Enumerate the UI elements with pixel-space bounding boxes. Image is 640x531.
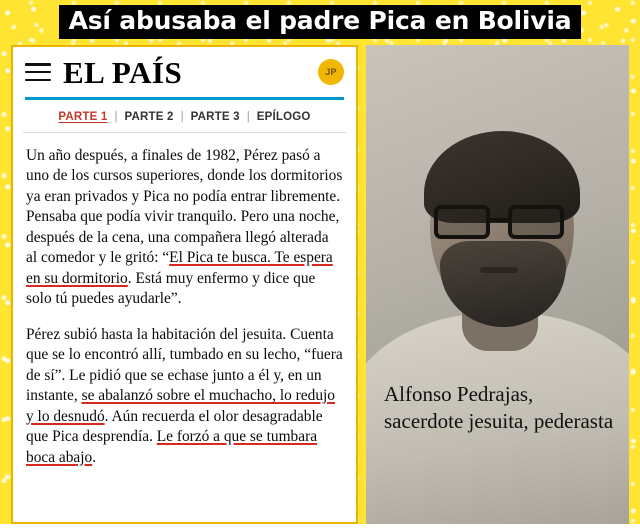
portrait-photo-panel <box>366 45 629 524</box>
paragraph-2-highlight-1: se abalanzó sobre el muchacho, lo redujo y lo desnudó <box>26 387 335 425</box>
article-paragraph-1 <box>26 146 343 310</box>
nav-item-parte-3[interactable]: PARTE 3 <box>190 111 240 123</box>
photo-caption: Alfonso Pedrajas, sacerdote jesuita, pederasta <box>384 382 614 434</box>
chapter-nav <box>13 100 356 132</box>
el-pais-masthead: EL PAÍS <box>63 54 183 90</box>
paragraph-2-segment-5: . <box>92 448 97 466</box>
nav-item-epilogo[interactable]: EPÍLOGO <box>256 111 311 123</box>
hamburger-icon[interactable] <box>25 63 51 81</box>
glasses-icon <box>432 205 572 239</box>
paragraph-1-highlight-1: El Pica te busca. Te espera en su dormitorio <box>26 249 333 287</box>
paragraph-2-segment-1: Pérez subió hasta la habitación del jesuita. Cuenta que se lo encontró allí, tumbado en su lecho, “fuera de sí”. Le pidió que se echase junto a él y, en un instante, <box>26 325 343 405</box>
avatar[interactable]: JP <box>318 59 344 85</box>
nav-item-parte-1[interactable]: PARTE 1 <box>58 111 108 123</box>
portrait-photo <box>366 45 629 524</box>
paragraph-2-highlight-2: Le forzó a que se tumbara boca abajo <box>26 428 318 466</box>
nav-separator-3: | <box>246 111 250 123</box>
paragraph-2-segment-3: . Aún recuerda el olor desagradable que Pica desprendía. <box>26 407 323 446</box>
headline-text: Así abusaba el padre Pica en Bolivia <box>59 5 582 39</box>
nav-separator-2: | <box>180 111 184 123</box>
photo-subject-mouth <box>480 267 518 273</box>
paragraph-1-segment-1: Un año después, a finales de 1982, Pérez pasó a uno de los cursos superiores, donde los dormitorios ya eran privados y Pica no podía entrar libremente. Pensaba que podía vivir tranquilo. Pero una noche, después de la cena, una compañera llegó alterada al comedor y le gritó: “ <box>26 147 343 267</box>
glasses-left-lens <box>434 205 490 239</box>
article-paragraph-2 <box>26 325 343 468</box>
headline-banner <box>0 4 640 40</box>
glasses-right-lens <box>508 205 564 239</box>
bottom-white-strip <box>0 524 640 531</box>
article-card <box>11 45 358 524</box>
nav-item-parte-2[interactable]: PARTE 2 <box>124 111 174 123</box>
nav-separator-1: | <box>114 111 118 123</box>
paragraph-1-segment-3: . Está muy enfermo y dice que solo tú puedes ayudarle”. <box>26 269 316 308</box>
article-body <box>13 133 356 468</box>
glasses-bridge <box>489 218 511 222</box>
article-header <box>13 47 356 97</box>
